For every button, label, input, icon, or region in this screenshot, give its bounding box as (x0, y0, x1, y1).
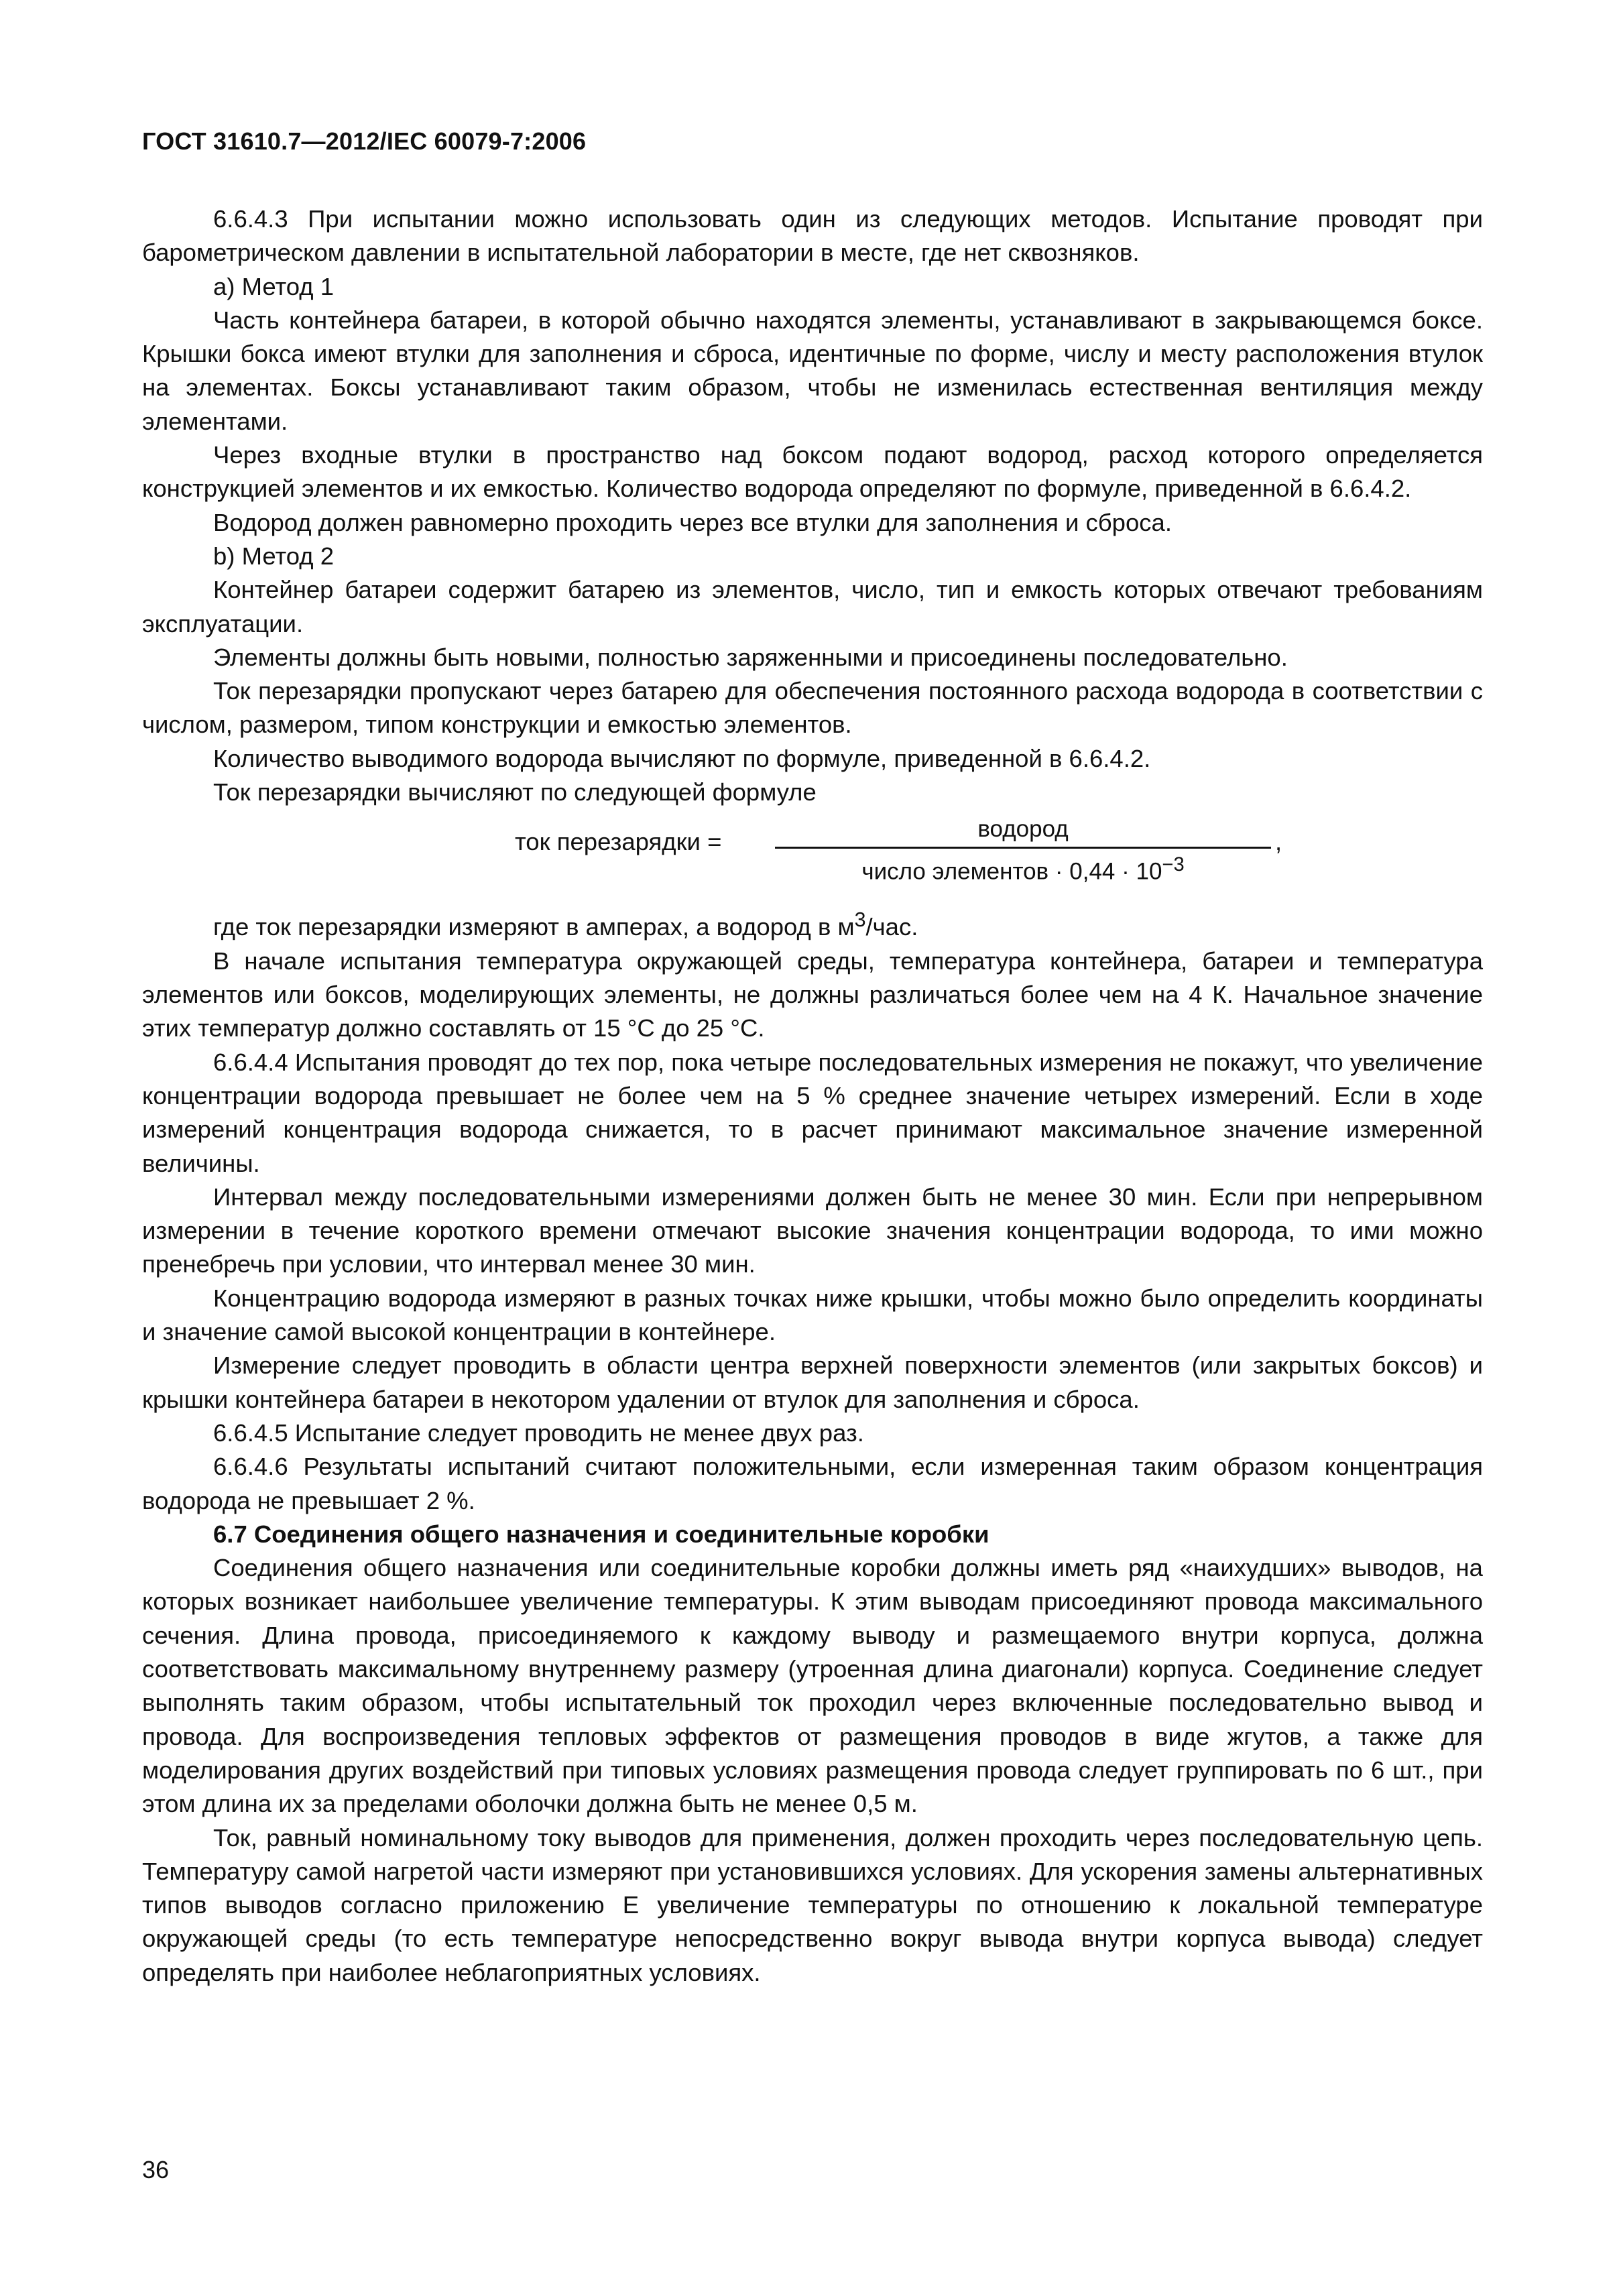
paragraph: Ток, равный номинальному току выводов для применения, должен проходить через последовательную цепь. Температуру самой нагретой части измеряют при установившихся условиях. Для ускорения замены альтернативных типов выводов согласно приложению Е увеличение температуры по отношению к локальной температуре окружающей среды (то есть температуре непосредственно вокруг вывода внутри корпуса вывода) следует определять при наиболее неблагоприятных условиях. (142, 1823, 1483, 1986)
units-text: где ток перезарядки измеряют в амперах, а водород в м (213, 913, 855, 941)
paragraph: 6.6.4.4 Испытания проводят до тех пор, пока четыре последовательных измерения не покажут, что увеличение концентрации водорода превышает не более чем на 5 % среднее значение четырех измерений. Если в ходе измерений концентрация водорода снижается, то в расчет принимают максимальное значение измеренной величины. (142, 1048, 1483, 1177)
paragraph: 6.6.4.5 Испытание следует проводить не менее двух раз. (213, 1418, 864, 1447)
formula-denominator-wrap (768, 849, 1278, 888)
paragraph: а) Метод 1 (213, 272, 335, 300)
formula-fraction (768, 812, 1278, 888)
paragraph: 6.6.4.6 Результаты испытаний считают положительными, если измеренная таким образом концентрация водорода не превышает 2 %. (142, 1453, 1483, 1514)
paragraph: Водород должен равномерно проходить через все втулки для заполнения и сброса. (213, 508, 1172, 536)
paragraph: Ток перезарядки вычисляют по следующей формуле (213, 778, 817, 806)
standard-header: ГОСТ 31610.7—2012/IEC 60079-7:2006 (142, 127, 587, 155)
paragraph: Часть контейнера батареи, в которой обычно находятся элементы, устанавливают в закрывающемся боксе. Крышки бокса имеют втулки для заполнения и сброса, идентичные по форме, числу и месту расположения втулок на элементах. Боксы устанавливают таким образом, чтобы не изменилась естественная вентиляция между элементами. (142, 306, 1483, 435)
paragraph-units (142, 903, 1483, 944)
page-body (142, 202, 1483, 1990)
paragraph: Концентрацию водорода измеряют в разных точках ниже крышки, чтобы можно было определить координаты и значение самой высокой концентрации в контейнере. (142, 1284, 1483, 1346)
units-text-end: /час. (865, 913, 918, 941)
paragraph: Через входные втулки в пространство над боксом подают водород, расход которого определяется конструкцией элементов и их емкостью. Количество водорода определяют по формуле, приведенной в 6.6.4.2. (142, 441, 1483, 503)
formula-exponent: −3 (1162, 854, 1185, 876)
page-number: 36 (142, 2156, 170, 2183)
paragraph: Элементы должны быть новыми, полностью заряженными и присоединены последовательно. (213, 643, 1288, 671)
paragraph: 6.6.4.3 При испытании можно использовать один из следующих методов. Испытание проводят при барометрическом давлении в испытательной лаборатории в месте, где нет сквозняков. (142, 205, 1483, 267)
paragraph: Количество выводимого водорода вычисляют по формуле, приведенной в 6.6.4.2. (213, 744, 1151, 772)
paragraph: Контейнер батареи содержит батарею из элементов, число, тип и емкость которых отвечают требованиям эксплуатации. (142, 576, 1483, 638)
formula-trailing-comma: , (1275, 828, 1282, 856)
paragraph: Интервал между последовательными измерениями должен быть не менее 30 мин. Если при непрерывном измерении в течение короткого времени отмечают высокие значения концентрации водорода, то ими можно пренебречь при условии, что интервал менее 30 мин. (142, 1183, 1483, 1278)
formula-lhs: ток перезарядки = (515, 828, 722, 856)
paragraph: Ток перезарядки пропускают через батарею для обеспечения постоянного расхода водорода в соответствии с числом, размером, типом конструкции и емкостью элементов. (142, 677, 1483, 739)
formula-numerator: водород (977, 816, 1069, 843)
paragraph: b) Метод 2 (213, 542, 335, 570)
section-heading: 6.7 Соединения общего назначения и соединительные коробки (213, 1520, 989, 1548)
formula-denominator: число элементов · 0,44 · 10 (861, 859, 1162, 885)
paragraph: Соединения общего назначения или соединительные коробки должны иметь ряд «наихудших» выводов, на которых возникает наибольшее увеличение температуры. К этим выводам присоединяют провода максимального сечения. Длина провода, присоединяемого к каждому выводу и размещаемого внутри корпуса, должна соответствовать максимальному внутреннему размеру (утроенная длина диагонали) корпуса. Соединение следует выполнять таким образом, чтобы испытательный ток проходил через включенные последовательно вывод и провода. Для воспроизведения тепловых эффектов от размещения проводов в виде жгутов, а также для моделирования других воздействий при типовых условиях размещения провода следует группировать по 6 шт., при этом длина их за пределами оболочки должна быть не менее 0,5 м. (142, 1554, 1483, 1818)
overcharge-current-formula (142, 812, 1483, 903)
paragraph: В начале испытания температура окружающей среды, температура контейнера, батареи и температура элементов или боксов, моделирующих элементы, не должны различаться более чем на 4 К. Начальное значение этих температур должно составлять от 15 °С до 25 °С. (142, 947, 1483, 1042)
units-superscript: 3 (854, 908, 866, 932)
paragraph: Измерение следует проводить в области центра верхней поверхности элементов (или закрытых боксов) и крышки контейнера батареи в некотором удалении от втулок для заполнения и сброса. (142, 1351, 1483, 1413)
